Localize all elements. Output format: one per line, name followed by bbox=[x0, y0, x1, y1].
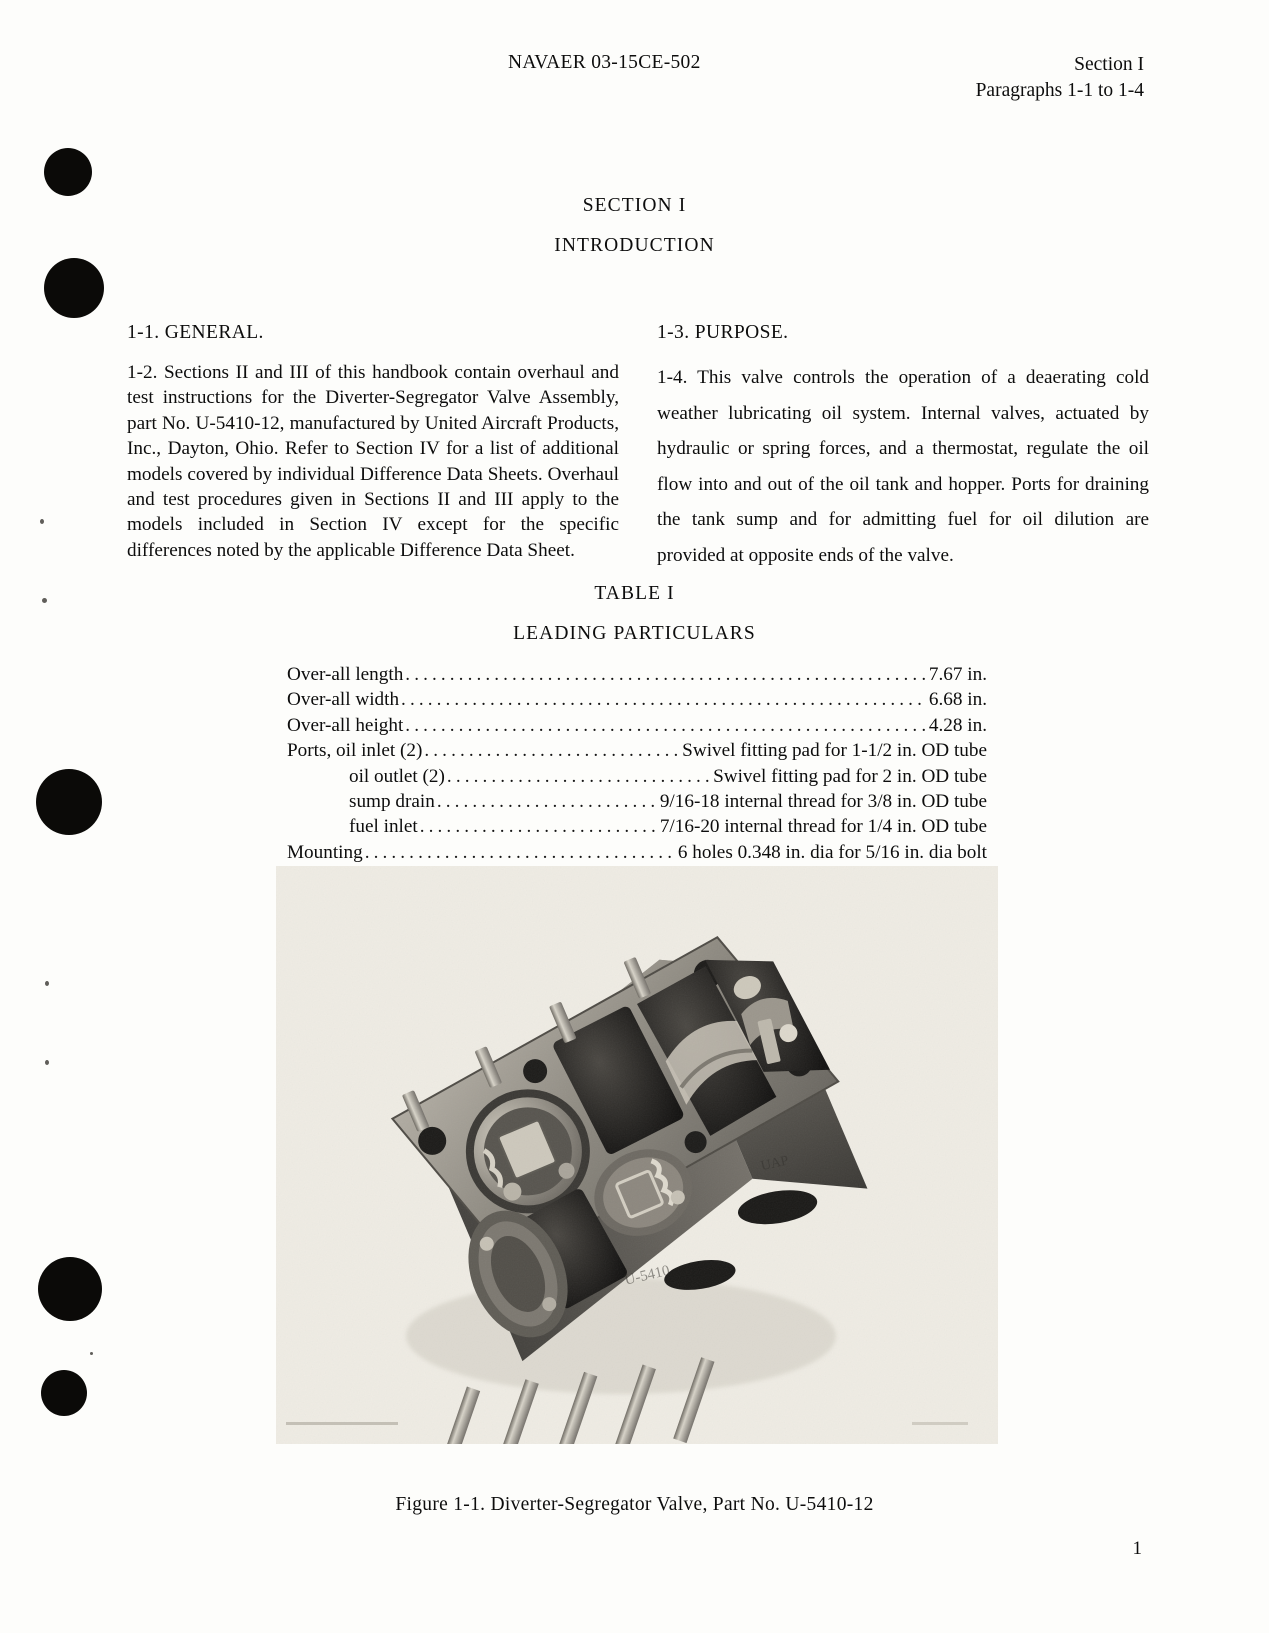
table-title: TABLE I bbox=[594, 583, 675, 604]
particulars-row bbox=[287, 814, 987, 839]
binding-punch-mark bbox=[41, 1370, 87, 1416]
figure-photograph bbox=[276, 866, 998, 1444]
binding-punch-mark bbox=[38, 1257, 102, 1321]
binding-punch-mark bbox=[36, 769, 102, 835]
particulars-label: Over-all length bbox=[287, 664, 404, 685]
header-paragraph-range: Paragraphs 1-1 to 1-4 bbox=[975, 80, 1144, 101]
particulars-value: Swivel fitting pad for 2 in. OD tube bbox=[713, 765, 987, 787]
particulars-row bbox=[287, 840, 987, 865]
particulars-label: Over-all height bbox=[287, 714, 404, 736]
paragraph-1-2: 1-2. Sections II and III of this handbook contain overhaul and test instructions for the Diverter-Segregator Valve Assembly, part No. U-5410-12, manufactured by United Aircraft Products, Inc., Dayton, Ohio. Refer to Section IV for a list of additional models covered by individual Difference Data Sheets. Overhaul and test procedures given in Sections II and III apply to the models included in Section IV except for the specific differences noted by the applicable Difference Data Sheet. bbox=[127, 362, 619, 561]
dot-leader bbox=[401, 687, 927, 712]
dot-leader bbox=[420, 814, 658, 839]
table-subtitle: LEADING PARTICULARS bbox=[513, 623, 756, 644]
particulars-label: Ports, oil inlet (2) bbox=[287, 740, 423, 762]
dot-leader bbox=[365, 840, 676, 865]
heading-purpose: 1-3. PURPOSE. bbox=[657, 322, 789, 343]
figure-caption: Figure 1-1. Diverter-Segregator Valve, Part No. U-5410-12 bbox=[395, 1494, 874, 1515]
particulars-label: oil outlet (2) bbox=[349, 765, 445, 787]
binding-punch-mark bbox=[44, 258, 104, 318]
particulars-value: 9/16-18 internal thread for 3/8 in. OD tube bbox=[659, 791, 987, 813]
particulars-value: 6.68 in. bbox=[928, 689, 987, 711]
particulars-row bbox=[287, 687, 987, 712]
particulars-value: 4.28 in. bbox=[928, 714, 987, 736]
particulars-value: 6 holes 0.348 in. dia for 5/16 in. dia bolt bbox=[677, 841, 987, 863]
heading-general: 1-1. GENERAL. bbox=[127, 322, 264, 343]
particulars-row bbox=[287, 764, 987, 789]
dot-leader bbox=[424, 738, 680, 763]
dot-leader bbox=[437, 789, 658, 814]
particulars-label: Over-all width bbox=[287, 689, 400, 711]
paragraph-1-4: 1-4. This valve controls the operation of a deaerating cold weather lubricating oil system. Internal valves, actuated by hydraulic or spring forces, and a thermostat, regulate the oil flow into and out of the oil tank and hopper. Ports for draining the tank sump and for admitting fuel for oil dilution are provided at opposite ends of the valve. bbox=[657, 367, 1149, 566]
particulars-label: Mounting bbox=[287, 841, 363, 863]
column-left bbox=[127, 322, 619, 563]
particulars-row bbox=[287, 662, 987, 687]
dot-leader bbox=[447, 764, 711, 789]
header-section-info bbox=[976, 52, 1144, 104]
header-section-label: Section I bbox=[1074, 54, 1144, 75]
particulars-row bbox=[287, 789, 987, 814]
particulars-row bbox=[287, 713, 987, 738]
scan-speck bbox=[40, 519, 44, 524]
column-right bbox=[657, 322, 1149, 574]
particulars-value: 7.67 in. bbox=[928, 664, 987, 685]
leading-particulars-list bbox=[287, 662, 987, 865]
scan-speck bbox=[45, 1060, 49, 1065]
document-number: NAVAER 03-15CE-502 bbox=[508, 52, 701, 73]
scan-speck bbox=[90, 1352, 93, 1355]
introduction-title: INTRODUCTION bbox=[554, 235, 715, 256]
section-title: SECTION I bbox=[582, 195, 687, 216]
scan-speck bbox=[45, 981, 49, 986]
dot-leader bbox=[405, 713, 927, 738]
particulars-row bbox=[287, 738, 987, 763]
particulars-label: fuel inlet bbox=[349, 816, 418, 838]
dot-leader bbox=[405, 662, 927, 687]
valve-illustration bbox=[276, 866, 998, 1444]
particulars-label: sump drain bbox=[349, 791, 435, 813]
page-number: 1 bbox=[1132, 1538, 1142, 1559]
particulars-value: Swivel fitting pad for 1-1/2 in. OD tube bbox=[682, 740, 987, 762]
particulars-value: 7/16-20 internal thread for 1/4 in. OD tube bbox=[659, 816, 987, 838]
binding-punch-mark bbox=[44, 148, 92, 196]
